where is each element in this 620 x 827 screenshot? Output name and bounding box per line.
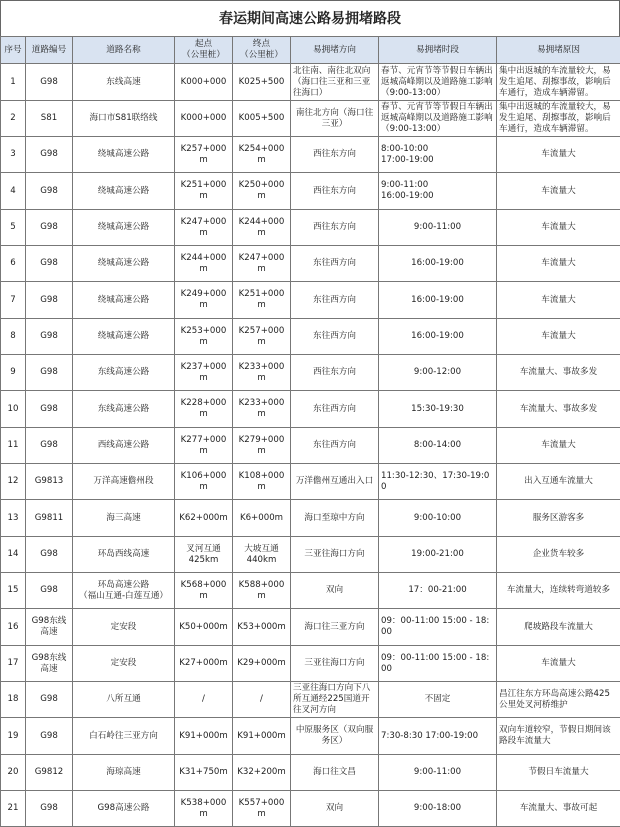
cell-time: 15:30-19:30	[379, 391, 497, 428]
cell-name: 白石岭往三亚方向	[73, 718, 175, 755]
cell-direction: 海口至琼中方向	[291, 500, 379, 537]
cell-no: 18	[1, 682, 26, 718]
cell-start: K538+000m	[175, 791, 233, 827]
cell-name: 环岛高速公路 （福山互通-白莲互通）	[73, 573, 175, 609]
cell-time: 春节、元宵节等节假日车辆出返城高峰期以及道路施工影响（9:00-13:00）	[379, 64, 497, 101]
cell-reason: 集中出返城的车流量较大，易发生追尾、刮擦事故，影响后车通行，造成车辆滞留。	[497, 101, 620, 137]
cell-name: 东线高速公路	[73, 391, 175, 428]
table-row	[1, 391, 620, 428]
cell-time: 不固定	[379, 682, 497, 718]
cell-direction: 西往东方向	[291, 137, 379, 173]
cell-code: G98	[26, 137, 73, 173]
cell-start: K000+000	[175, 101, 233, 137]
cell-direction: 三亚往海口方向下八所互通经225国道开往叉河方向	[291, 682, 379, 718]
cell-no: 13	[1, 500, 26, 537]
cell-no: 3	[1, 137, 26, 173]
cell-reason: 昌江往东方环岛高速公路425公里处叉河桥维护	[497, 682, 620, 718]
cell-code: G98	[26, 173, 73, 210]
cell-reason: 车流量大	[497, 210, 620, 246]
cell-start: K249+000m	[175, 282, 233, 319]
cell-name: 西线高速公路	[73, 428, 175, 464]
cell-reason: 双向车道较窄，节假日期间该路段车流量大	[497, 718, 620, 755]
cell-code: G98	[26, 391, 73, 428]
table-row	[1, 64, 620, 101]
cell-start: K257+000m	[175, 137, 233, 173]
cell-name: G98高速公路	[73, 791, 175, 827]
cell-time: 9:00-11:00	[379, 210, 497, 246]
cell-direction: 南往北方向（海口往三亚）	[291, 101, 379, 137]
cell-name: 八所互通	[73, 682, 175, 718]
table-row	[1, 791, 620, 827]
cell-reason: 车流量大、事故可起	[497, 791, 620, 827]
cell-time: 9:00-18:00	[379, 791, 497, 827]
cell-start: K228+000m	[175, 391, 233, 428]
cell-reason: 爬坡路段车流量大	[497, 609, 620, 646]
cell-direction: 北往南、南往北双向（海口往三亚和三亚往海口）	[291, 64, 379, 101]
table-row	[1, 428, 620, 464]
cell-name: 绕城高速公路	[73, 137, 175, 173]
cell-no: 19	[1, 718, 26, 755]
cell-reason: 车流量大	[497, 173, 620, 210]
cell-name: 定安段	[73, 609, 175, 646]
cell-time: 16:00-19:00	[379, 319, 497, 355]
cell-no: 7	[1, 282, 26, 319]
table-row	[1, 464, 620, 500]
cell-time: 16:00-19:00	[379, 246, 497, 282]
header-col-time: 易拥堵时段	[379, 37, 497, 64]
cell-end: 大坡互通 440km	[233, 537, 291, 573]
cell-code: G98东线高速	[26, 646, 73, 682]
cell-name: 绕城高速公路	[73, 282, 175, 319]
cell-name: 东线高速公路	[73, 355, 175, 391]
cell-direction: 西往东方向	[291, 210, 379, 246]
table-row	[1, 500, 620, 537]
cell-name: 绕城高速公路	[73, 173, 175, 210]
cell-end: K025+500	[233, 64, 291, 101]
cell-start: K277+000m	[175, 428, 233, 464]
cell-start: K50+000m	[175, 609, 233, 646]
cell-code: G9811	[26, 500, 73, 537]
cell-code: G98	[26, 791, 73, 827]
header-col-code: 道路编号	[26, 37, 73, 64]
cell-time: 16:00-19:00	[379, 282, 497, 319]
cell-name: 定安段	[73, 646, 175, 682]
cell-direction: 海口往文昌	[291, 755, 379, 791]
cell-no: 17	[1, 646, 26, 682]
cell-end: K257+000m	[233, 319, 291, 355]
cell-code: G98	[26, 319, 73, 355]
cell-name: 环岛西线高速	[73, 537, 175, 573]
cell-start: K244+000m	[175, 246, 233, 282]
table-body	[1, 64, 620, 827]
cell-start: K568+000m	[175, 573, 233, 609]
cell-no: 1	[1, 64, 26, 101]
header-col-direction: 易拥堵方向	[291, 37, 379, 64]
cell-name: 绕城高速公路	[73, 319, 175, 355]
table-row	[1, 101, 620, 137]
cell-name: 绕城高速公路	[73, 210, 175, 246]
cell-direction: 三亚往海口方向	[291, 646, 379, 682]
table-row	[1, 646, 620, 682]
cell-name: 万洋高速儋州段	[73, 464, 175, 500]
cell-name: 绕城高速公路	[73, 246, 175, 282]
header-col-reason: 易拥堵原因	[497, 37, 620, 64]
cell-start: K62+000m	[175, 500, 233, 537]
cell-no: 20	[1, 755, 26, 791]
cell-no: 2	[1, 101, 26, 137]
table-row	[1, 282, 620, 319]
header-col-start: 起点 （公里桩）	[175, 37, 233, 64]
header-row	[1, 37, 620, 64]
cell-end: K557+000m	[233, 791, 291, 827]
cell-name: 海三高速	[73, 500, 175, 537]
cell-end: K29+000m	[233, 646, 291, 682]
cell-end: /	[233, 682, 291, 718]
cell-reason: 车流量大、事故多发	[497, 391, 620, 428]
cell-time: 09：00-11:00 15:00 - 18:00	[379, 646, 497, 682]
cell-no: 10	[1, 391, 26, 428]
cell-direction: 双向	[291, 791, 379, 827]
cell-code: G98	[26, 210, 73, 246]
cell-code: G9812	[26, 755, 73, 791]
cell-code: G98	[26, 64, 73, 101]
cell-end: K244+000m	[233, 210, 291, 246]
cell-name: 海口市S81联络线	[73, 101, 175, 137]
cell-start: K31+750m	[175, 755, 233, 791]
cell-end: K6+000m	[233, 500, 291, 537]
cell-end: K233+000m	[233, 355, 291, 391]
congestion-table	[0, 36, 620, 827]
cell-no: 6	[1, 246, 26, 282]
cell-reason: 车流量大	[497, 137, 620, 173]
cell-end: K250+000m	[233, 173, 291, 210]
cell-end: K005+500	[233, 101, 291, 137]
cell-no: 16	[1, 609, 26, 646]
cell-no: 11	[1, 428, 26, 464]
table-row	[1, 682, 620, 718]
cell-end: K91+000m	[233, 718, 291, 755]
cell-code: G98	[26, 718, 73, 755]
cell-reason: 出入互通车流量大	[497, 464, 620, 500]
cell-direction: 东往西方向	[291, 246, 379, 282]
cell-time: 7:30-8:30 17:00-19:00	[379, 718, 497, 755]
cell-end: K53+000m	[233, 609, 291, 646]
cell-direction: 西往东方向	[291, 173, 379, 210]
cell-reason: 车流量大	[497, 646, 620, 682]
cell-direction: 东往西方向	[291, 428, 379, 464]
cell-end: K254+000m	[233, 137, 291, 173]
table-row	[1, 137, 620, 173]
cell-time: 春节、元宵节等节假日车辆出返城高峰期以及道路施工影响（9:00-13:00）	[379, 101, 497, 137]
cell-end: K588+000m	[233, 573, 291, 609]
table-row	[1, 537, 620, 573]
table-row	[1, 609, 620, 646]
cell-end: K32+200m	[233, 755, 291, 791]
cell-end: K108+000m	[233, 464, 291, 500]
cell-end: K251+000m	[233, 282, 291, 319]
cell-no: 14	[1, 537, 26, 573]
cell-no: 5	[1, 210, 26, 246]
table-row	[1, 573, 620, 609]
cell-direction: 东往西方向	[291, 319, 379, 355]
cell-no: 21	[1, 791, 26, 827]
cell-end: K279+000m	[233, 428, 291, 464]
cell-direction: 东往西方向	[291, 282, 379, 319]
header-col-end: 终点 （公里桩）	[233, 37, 291, 64]
cell-code: G98	[26, 573, 73, 609]
cell-code: G98东线高速	[26, 609, 73, 646]
table-row	[1, 355, 620, 391]
cell-direction: 海口往三亚方向	[291, 609, 379, 646]
cell-name: 海琼高速	[73, 755, 175, 791]
cell-reason: 车流量大、事故多发	[497, 355, 620, 391]
cell-start: /	[175, 682, 233, 718]
cell-time: 11:30-12:30、17:30-19:00	[379, 464, 497, 500]
table-row	[1, 246, 620, 282]
cell-time: 9:00-12:00	[379, 355, 497, 391]
cell-reason: 服务区游客多	[497, 500, 620, 537]
header-col-no: 序号	[1, 37, 26, 64]
cell-start: K237+000m	[175, 355, 233, 391]
cell-no: 8	[1, 319, 26, 355]
cell-name: 东线高速	[73, 64, 175, 101]
cell-reason: 车流量大	[497, 319, 620, 355]
cell-time: 9:00-11:00 16:00-19:00	[379, 173, 497, 210]
cell-reason: 企业货车较多	[497, 537, 620, 573]
cell-code: G98	[26, 355, 73, 391]
cell-reason: 集中出返城的车流量较大，易发生追尾、刮擦事故，影响后车通行，造成车辆滞留。	[497, 64, 620, 101]
cell-reason: 车流量大，连续转弯道较多	[497, 573, 620, 609]
cell-start: K91+000m	[175, 718, 233, 755]
cell-time: 19:00-21:00	[379, 537, 497, 573]
cell-direction: 三亚往海口方向	[291, 537, 379, 573]
cell-start: K253+000m	[175, 319, 233, 355]
cell-code: G9813	[26, 464, 73, 500]
cell-time: 8:00-10:00 17:00-19:00	[379, 137, 497, 173]
cell-time: 8:00-14:00	[379, 428, 497, 464]
cell-start: 叉河互通 425km	[175, 537, 233, 573]
cell-code: G98	[26, 537, 73, 573]
cell-start: K27+000m	[175, 646, 233, 682]
cell-code: S81	[26, 101, 73, 137]
cell-direction: 万洋儋州互通出入口	[291, 464, 379, 500]
cell-direction: 西往东方向	[291, 355, 379, 391]
cell-code: G98	[26, 282, 73, 319]
cell-reason: 车流量大	[497, 246, 620, 282]
cell-reason: 节假日车流量大	[497, 755, 620, 791]
cell-code: G98	[26, 428, 73, 464]
cell-start: K247+000m	[175, 210, 233, 246]
document-title: 春运期间高速公路易拥堵路段	[0, 0, 620, 36]
cell-code: G98	[26, 246, 73, 282]
cell-no: 9	[1, 355, 26, 391]
cell-start: K106+000m	[175, 464, 233, 500]
cell-time: 9:00-10:00	[379, 500, 497, 537]
cell-reason: 车流量大	[497, 428, 620, 464]
table-row	[1, 755, 620, 791]
table-row	[1, 173, 620, 210]
header-col-name: 道路名称	[73, 37, 175, 64]
table-row	[1, 319, 620, 355]
cell-time: 9:00-11:00	[379, 755, 497, 791]
cell-start: K251+000m	[175, 173, 233, 210]
table-row	[1, 718, 620, 755]
cell-no: 15	[1, 573, 26, 609]
cell-direction: 东往西方向	[291, 391, 379, 428]
cell-direction: 双向	[291, 573, 379, 609]
cell-start: K000+000	[175, 64, 233, 101]
table-row	[1, 210, 620, 246]
cell-time: 09：00-11:00 15:00 - 18:00	[379, 609, 497, 646]
cell-reason: 车流量大	[497, 282, 620, 319]
cell-no: 12	[1, 464, 26, 500]
cell-no: 4	[1, 173, 26, 210]
cell-direction: 中原服务区（双向服务区）	[291, 718, 379, 755]
cell-time: 17：00-21:00	[379, 573, 497, 609]
cell-code: G98	[26, 682, 73, 718]
cell-end: K233+000m	[233, 391, 291, 428]
cell-end: K247+000m	[233, 246, 291, 282]
